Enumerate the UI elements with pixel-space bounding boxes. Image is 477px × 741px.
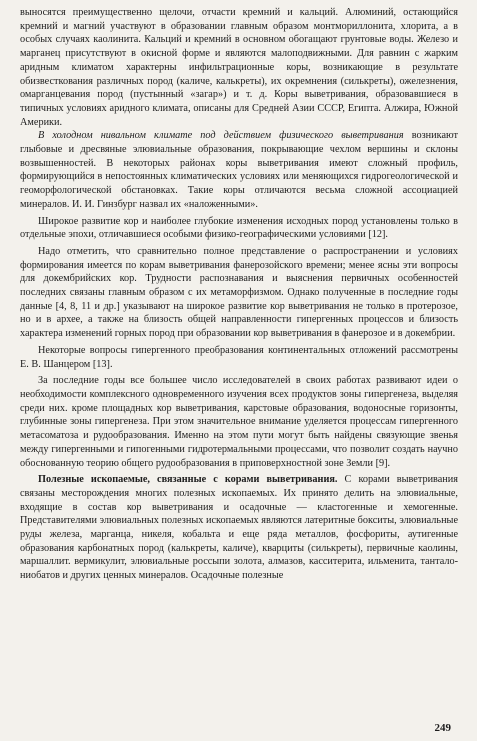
text-run: За последние годы все большее число исследователей в своих работах развивают идеи о необходимости комплексного одновременного изучения всех продуктов зоны гипергенеза, выделяя среди них. кроме площадных кор выветривания, карстовые образования, водоносные горизонты, глубинные зоны гипергенеза. При этом значительное внимание уделяется процессам гипергенного метасоматоза и рудообразования. Именно на этом пути могут быть найдены связующие звенья между гипергенными и гипогенными гидротермальными процессами, что позволит создать научно обоснованную теорию общего рудообразования в приповерхностной зоне Земли [9].	[20, 375, 458, 469]
paragraph-arid-crusts	[20, 6, 458, 129]
text-run: Некоторые вопросы гипергенного преобразования континентальных отложений рассмотрены Е. В. Шанцером [13].	[20, 344, 458, 370]
text-run: С корами выветривания связаны месторождения многих полезных ископаемых. Их принято делить на элювиальные, входящие в состав кор выветривания и осадочные — кластогенные и хемогенные. Представителями элювиальных полезных ископаемых являются латеритные бокситы, элювиальные руды железа, марганца, никеля, кобальта и еще ряда металлов, фосфориты, аутигенные образования карбонатных пород (калькреты, каличе), кварциты (силькреты), первичные каолины, маршаллит. вермикулит, элювиальные россыпи золота, алмазов, касситерита, ильменита, тантало-ниобатов и других ценных минералов. Осадочные полезные	[20, 474, 458, 582]
paragraph-wide-development	[20, 215, 458, 242]
text-run: Надо отметить, что сравнительно полное представление о распространении и условиях формирования имеется по корам выветривания фанерозойского времени; менее ясны эти вопросы для докембрийских кор. Трудности распознавания и выяснения первичных особенностей последних связаны главным образом с их метаморфизмом. Однако полученные в последние годы данные [4, 8, 11 и др.] указывают на широкое развитие кор выветривания не только в протерозое, но и в архее, а также на близость общей направленности гипергенных процессов и близость характера изменений горных пород при образовании кор выветривания в фанерозое и в докембрии.	[20, 245, 458, 340]
paragraph-minerals	[20, 473, 458, 583]
paragraph-shantser	[20, 344, 458, 371]
paragraph-nival-climate	[20, 129, 458, 211]
text-run: Широкое развитие кор и наиболее глубокие изменения исходных пород установлены только в отдельные эпохи, отличавшиеся особыми физико-географическими условиями [12].	[20, 215, 458, 241]
italic-run: В холодном нивальном климате под действием физического выветривания	[38, 130, 404, 142]
section-heading: Полезные ископаемые, связанные с корами выветривания.	[38, 474, 338, 486]
paragraph-researchers	[20, 374, 458, 470]
page-number: 249	[434, 722, 451, 734]
paragraph-precambrian	[20, 245, 458, 341]
text-run: возникают глыбовые и дресвяные элювиальные образования, покрывающие чехлом вершины и склоны возвышенностей. В некоторых районах коры выветривания имеют сложный профиль, формирующийся в непостоянных климатических условиях или меняющихся гидрогеологической и геоморфологической обстановках. Такие коры отличаются весьма сложной ассоциацией минералов. И. И. Гинзбург назвал их «наложенными».	[20, 130, 458, 210]
text-body	[20, 6, 458, 583]
text-run: выносятся преимущественно щелочи, отчасти кремний и кальций. Алюминий, остающийся кремний и магний участвуют в образовании главным образом монтмориллонита, хлорита, а в особых случаях каолинита. Кальций и кремний в основном обогащают грунтовые воды. Железо и марганец присутствуют в окисной форме и являются малоподвижными. Для равнин с жарким аридным климатом характерны инфильтрационные коры, возникающие в результате обизвесткования различных пород (каличе, калькреты), их окремнения (силькреты), ожелезнения, омарганцевания пород (пустынный «загар») и т. д. Коры выветривания, образовавшиеся в типичных условиях аридного климата, описаны для Средней Азии СССР, Египта. Алжира, Южной Америки.	[20, 7, 458, 128]
